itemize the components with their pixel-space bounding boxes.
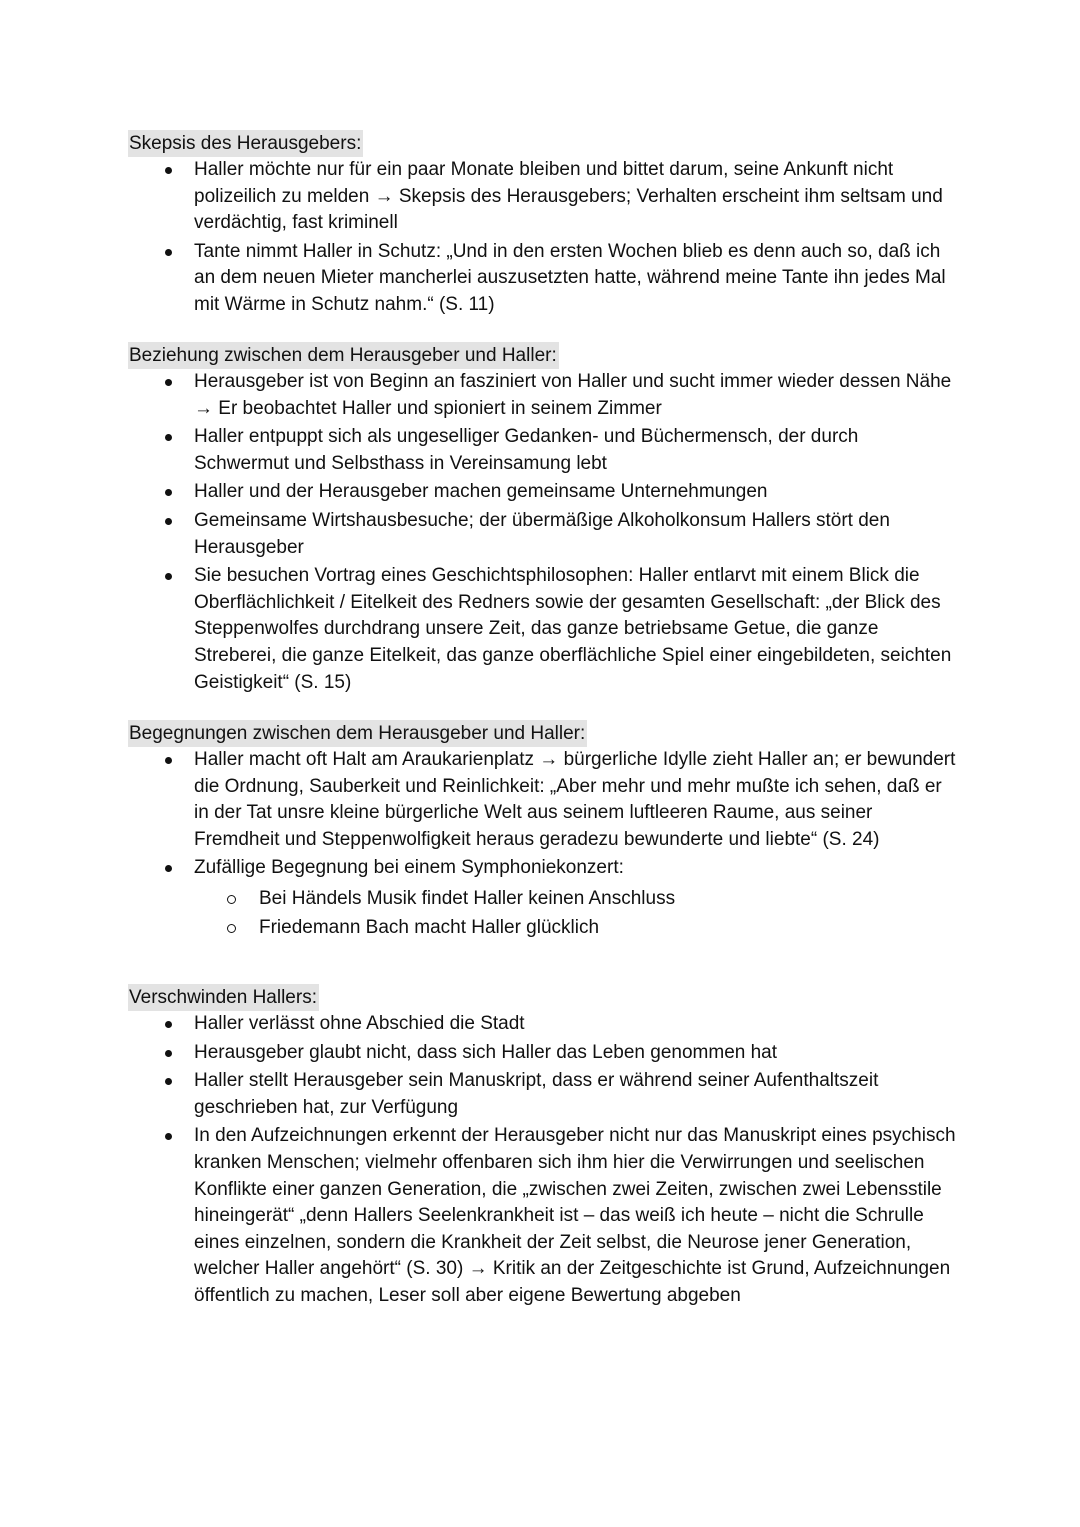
bullet-icon (165, 1133, 172, 1140)
list-item (128, 1040, 958, 1067)
list-item-text: Haller entpuppt sich als ungeselliger Gedanken- und Büchermensch, der durch Schwermut und Selbsthass in Vereinsamung lebt (194, 426, 859, 474)
list-item (128, 747, 958, 853)
list-item-text: Herausgeber ist von Beginn an fasziniert von Haller und sucht immer wieder dessen Nähe → Er beobachtet Haller und spioniert in seinem Zimmer (194, 371, 952, 419)
bullet-icon (165, 518, 172, 525)
list-item-text: Sie besuchen Vortrag eines Geschichtsphilosophen: Haller entlarvt mit einem Blick die Oberflächlichkeit / Eitelkeit des Redners sowie der gesamten Gesellschaft: „der Blick des Steppenwolfes durchdrang unsere Zeit, das ganze betriebsame Getue, die ganze Streberei, die ganze Eitelkeit, das ganze oberflächliche Spiel einer eingebildeten, seichten Geistigkeit“ (S. 15) (194, 565, 952, 693)
list-item (128, 239, 958, 319)
bullet-icon (165, 489, 172, 496)
list-item (128, 479, 958, 506)
list-item (128, 424, 958, 477)
bullet-list (128, 747, 958, 882)
section-beziehung (128, 342, 958, 696)
list-item (128, 563, 958, 696)
bullet-list (128, 157, 958, 319)
bullet-icon (165, 379, 172, 386)
list-item (128, 1011, 958, 1038)
bullet-icon (165, 573, 172, 580)
list-item-text: In den Aufzeichnungen erkennt der Herausgeber nicht nur das Manuskript eines psychisch kranken Menschen; vielmehr offenbaren sich ihm hier die Verwirrungen und seelischen Konflikte einer ganzen Generation, die „zwischen zwei Zeiten, zwischen zwei Lebensstile hineingerät“ „denn Hallers Seelenkrankheit ist – das weiß ich heute – nicht die Schrulle eines einzelnen, sondern die Krankheit der Zeit selbst, die Neurose jener Generation, welcher Haller angehört“ (S. 30) → Kritik an der Zeitgeschichte ist Grund, Aufzeichnungen öffentlich zu machen, Leser soll aber eigene Bewertung abgeben (194, 1125, 956, 1306)
sub-list-item (128, 913, 958, 942)
list-item (128, 157, 958, 237)
section-heading: Verschwinden Hallers: (128, 984, 319, 1011)
list-item (128, 1068, 958, 1121)
section-verschwinden (128, 984, 958, 1310)
circle-bullet-icon (227, 924, 236, 933)
list-item (128, 508, 958, 561)
list-item-text: Gemeinsame Wirtshausbesuche; der übermäßige Alkoholkonsum Hallers stört den Herausgeber (194, 509, 890, 558)
bullet-icon (165, 167, 172, 174)
bullet-icon (165, 865, 172, 872)
sub-list-item-text: Friedemann Bach macht Haller glücklich (259, 916, 600, 938)
list-item (128, 369, 958, 422)
list-item-text: Haller möchte nur für ein paar Monate bleiben und bittet darum, seine Ankunft nicht polizeilich zu melden → Skepsis des Herausgebers; Verhalten erscheint ihm seltsam und verdächtig, fast kriminell (194, 159, 943, 234)
list-item-text: Tante nimmt Haller in Schutz: „Und in den ersten Wochen blieb es denn auch so, daß ich an dem neuen Mieter mancherlei auszusetzten hatte, während meine Tante ihn jedes Mal mit Wärme in Schutz nahm.“ (S. 11) (194, 240, 946, 315)
list-item-text: Haller verlässt ohne Abschied die Stadt (194, 1013, 525, 1034)
list-item (128, 1123, 958, 1309)
bullet-list (128, 1011, 958, 1310)
bullet-icon (165, 249, 172, 256)
circle-bullet-icon (227, 895, 236, 904)
bullet-icon (165, 434, 172, 441)
list-item-text: Haller stellt Herausgeber sein Manuskript, dass er während seiner Aufenthaltszeit geschrieben hat, zur Verfügung (194, 1070, 879, 1118)
list-item-text: Haller macht oft Halt am Araukarienplatz → bürgerliche Idylle zieht Haller an; er bewundert die Ordnung, Sauberkeit und Reinlichkeit: „Aber mehr und mehr mußte ich sehen, daß er in der Tat unsre kleine bürgerliche Welt aus seinem luftleeren Raume, aus seiner Fremdheit und Steppenwolfigkeit heraus geradezu bewunderte und liebte“ (S. 24) (194, 749, 956, 850)
sub-list (128, 884, 958, 942)
bullet-icon (165, 757, 172, 764)
section-heading: Beziehung zwischen dem Herausgeber und Haller: (128, 342, 559, 369)
sub-list-item (128, 884, 958, 913)
sub-list-item-text: Bei Händels Musik findet Haller keinen Anschluss (259, 887, 676, 909)
section-heading: Begegnungen zwischen dem Herausgeber und Haller: (128, 720, 587, 747)
section-begegnungen (128, 720, 958, 942)
list-item-text: Haller und der Herausgeber machen gemeinsame Unternehmungen (194, 481, 768, 503)
list-item (128, 855, 958, 882)
bullet-icon (165, 1021, 172, 1028)
bullet-icon (165, 1050, 172, 1057)
list-item-text: Zufällige Begegnung bei einem Symphoniekonzert: (194, 857, 624, 879)
section-heading: Skepsis des Herausgebers: (128, 130, 363, 157)
bullet-list (128, 369, 958, 696)
list-item-text: Herausgeber glaubt nicht, dass sich Haller das Leben genommen hat (194, 1041, 778, 1063)
section-skepsis (128, 130, 958, 319)
bullet-icon (165, 1078, 172, 1085)
